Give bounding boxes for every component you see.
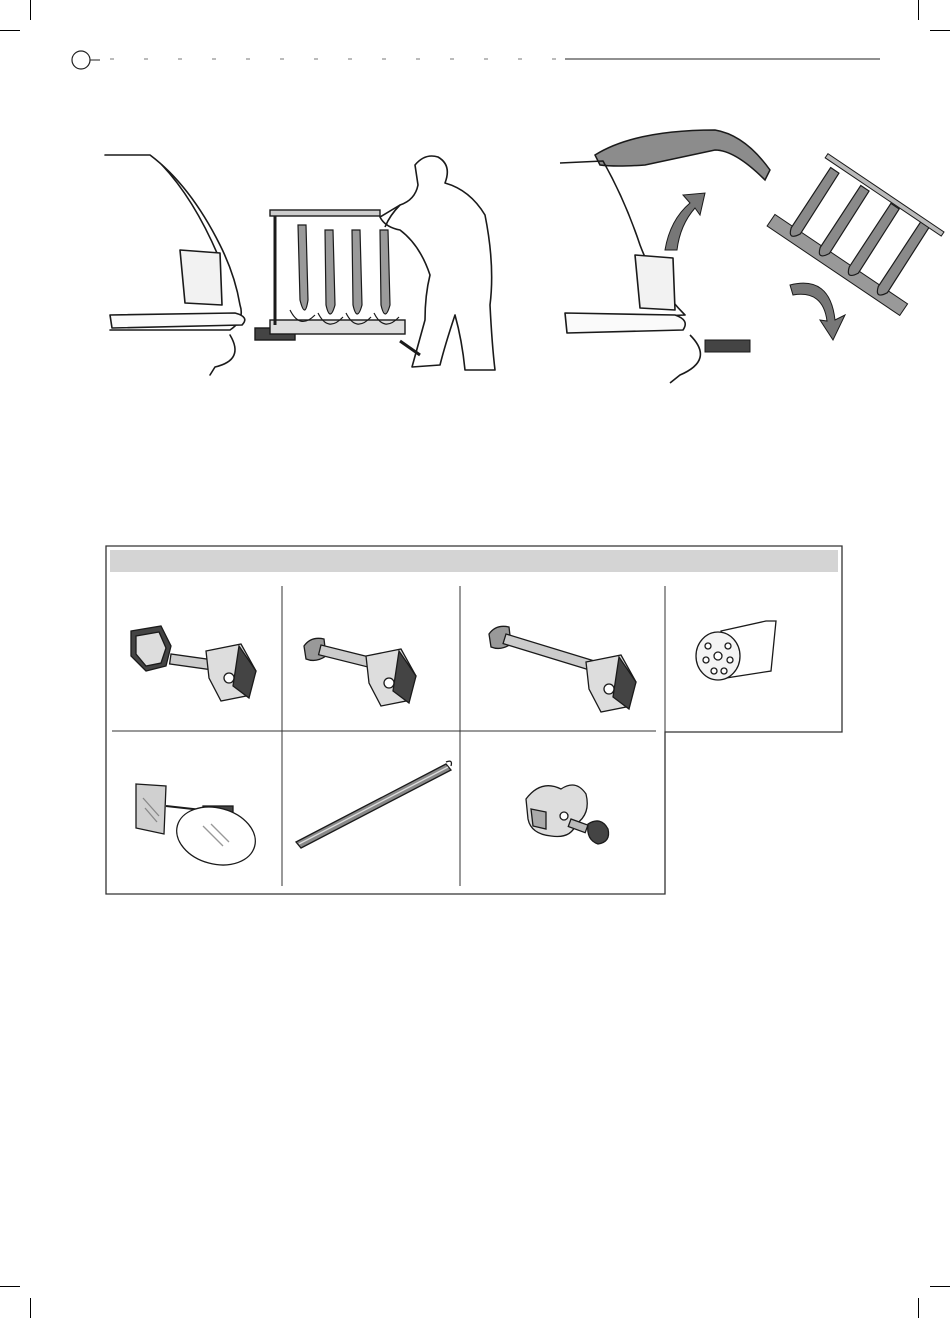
crop-mark <box>918 0 919 20</box>
long-frame-holder-icon <box>481 624 651 719</box>
accessory-plug-adapter <box>686 616 786 696</box>
plug-adapter-icon <box>686 616 786 696</box>
crop-mark <box>930 1286 950 1287</box>
short-frame-holder-icon <box>121 616 266 716</box>
crop-mark <box>918 1298 919 1318</box>
tilt-scene-illustration <box>555 125 900 405</box>
crop-mark <box>30 1298 31 1318</box>
accessories-table <box>106 546 842 894</box>
car-rear-with-person-loading-bike-carrier-icon <box>100 145 520 385</box>
crop-mark <box>0 30 20 31</box>
page-header <box>70 50 880 70</box>
header-rule-icon <box>70 50 880 70</box>
loading-scene-illustration <box>100 145 520 385</box>
accessory-strap-bar <box>291 754 456 854</box>
medium-frame-holder-icon <box>296 631 446 721</box>
accessory-short-frame-holder <box>121 616 266 716</box>
accessory-medium-frame-holder <box>296 631 446 721</box>
crop-mark <box>930 30 950 31</box>
crop-mark <box>30 0 31 20</box>
crop-mark <box>0 1286 20 1287</box>
strap-bar-icon <box>291 754 456 854</box>
lock-knob-with-key-icon <box>516 774 626 859</box>
accessory-mirror-extension <box>131 776 261 876</box>
accessory-long-frame-holder <box>481 624 651 719</box>
mirror-extension-icon <box>131 776 261 876</box>
car-tailgate-open-with-tilted-bike-carrier-icon <box>555 125 900 405</box>
accessory-lock-knob <box>516 774 626 859</box>
